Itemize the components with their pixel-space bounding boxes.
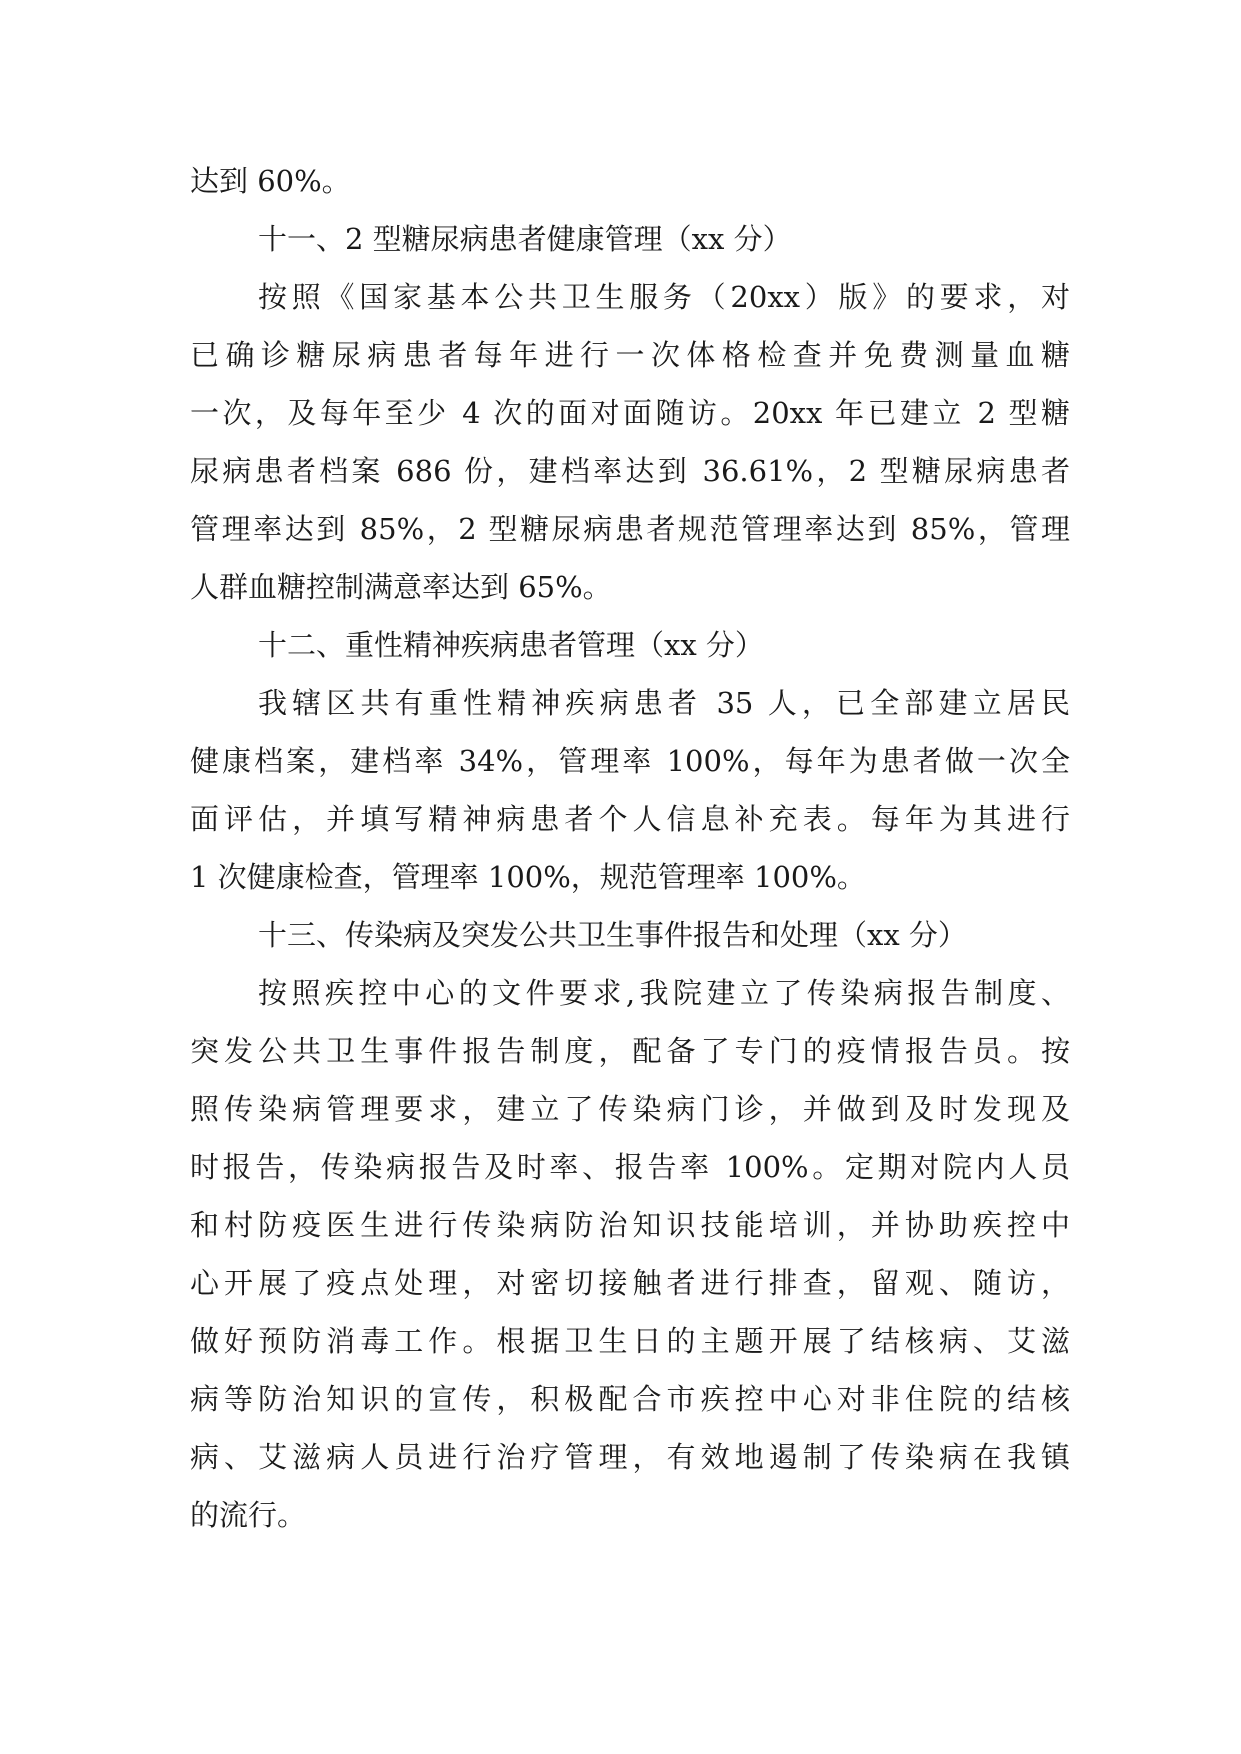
paragraph-line: 和村防疫医生进行传染病防治知识技能培训，并协助疾控中 xyxy=(190,1208,1070,1242)
section-heading: 十一、2 型糖尿病患者健康管理（xx 分） xyxy=(258,222,792,256)
section-heading: 十三、传染病及突发公共卫生事件报告和处理（xx 分） xyxy=(258,918,967,952)
paragraph-line: 已确诊糖尿病患者每年进行一次体格检查并免费测量血糖 xyxy=(190,338,1070,372)
section-heading: 十二、重性精神疾病患者管理（xx 分） xyxy=(258,628,764,662)
paragraph-line: 的流行。 xyxy=(190,1498,307,1532)
paragraph-line: 1 次健康检查，管理率 100%，规范管理率 100%。 xyxy=(190,860,866,894)
paragraph-line: 面评估，并填写精神病患者个人信息补充表。每年为其进行 xyxy=(190,802,1070,836)
paragraph-line: 照传染病管理要求，建立了传染病门诊，并做到及时发现及 xyxy=(190,1092,1070,1126)
paragraph-line: 尿病患者档案 686 份，建档率达到 36.61%，2 型糖尿病患者 xyxy=(190,454,1070,488)
paragraph-line: 按照疾控中心的文件要求,我院建立了传染病报告制度、 xyxy=(258,976,1070,1010)
paragraph-line: 病、艾滋病人员进行治疗管理，有效地遏制了传染病在我镇 xyxy=(190,1440,1070,1474)
paragraph-line: 心开展了疫点处理，对密切接触者进行排查，留观、随访， xyxy=(190,1266,1070,1300)
paragraph-line: 按照《国家基本公共卫生服务（20xx）版》的要求，对 xyxy=(258,280,1070,314)
paragraph-line: 人群血糖控制满意率达到 65%。 xyxy=(190,570,612,604)
paragraph-line: 时报告，传染病报告及时率、报告率 100%。定期对院内人员 xyxy=(190,1150,1070,1184)
paragraph-line: 我辖区共有重性精神疾病患者 35 人，已全部建立居民 xyxy=(258,686,1070,720)
paragraph-line: 病等防治知识的宣传，积极配合市疾控中心对非住院的结核 xyxy=(190,1382,1070,1416)
paragraph-line: 健康档案，建档率 34%，管理率 100%，每年为患者做一次全 xyxy=(190,744,1070,778)
paragraph-line: 做好预防消毒工作。根据卫生日的主题开展了结核病、艾滋 xyxy=(190,1324,1070,1358)
paragraph-line: 一次，及每年至少 4 次的面对面随访。20xx 年已建立 2 型糖 xyxy=(190,396,1070,430)
paragraph-line: 达到 60%。 xyxy=(190,164,351,198)
paragraph-line: 突发公共卫生事件报告制度，配备了专门的疫情报告员。按 xyxy=(190,1034,1070,1068)
paragraph-line: 管理率达到 85%，2 型糖尿病患者规范管理率达到 85%，管理 xyxy=(190,512,1070,546)
